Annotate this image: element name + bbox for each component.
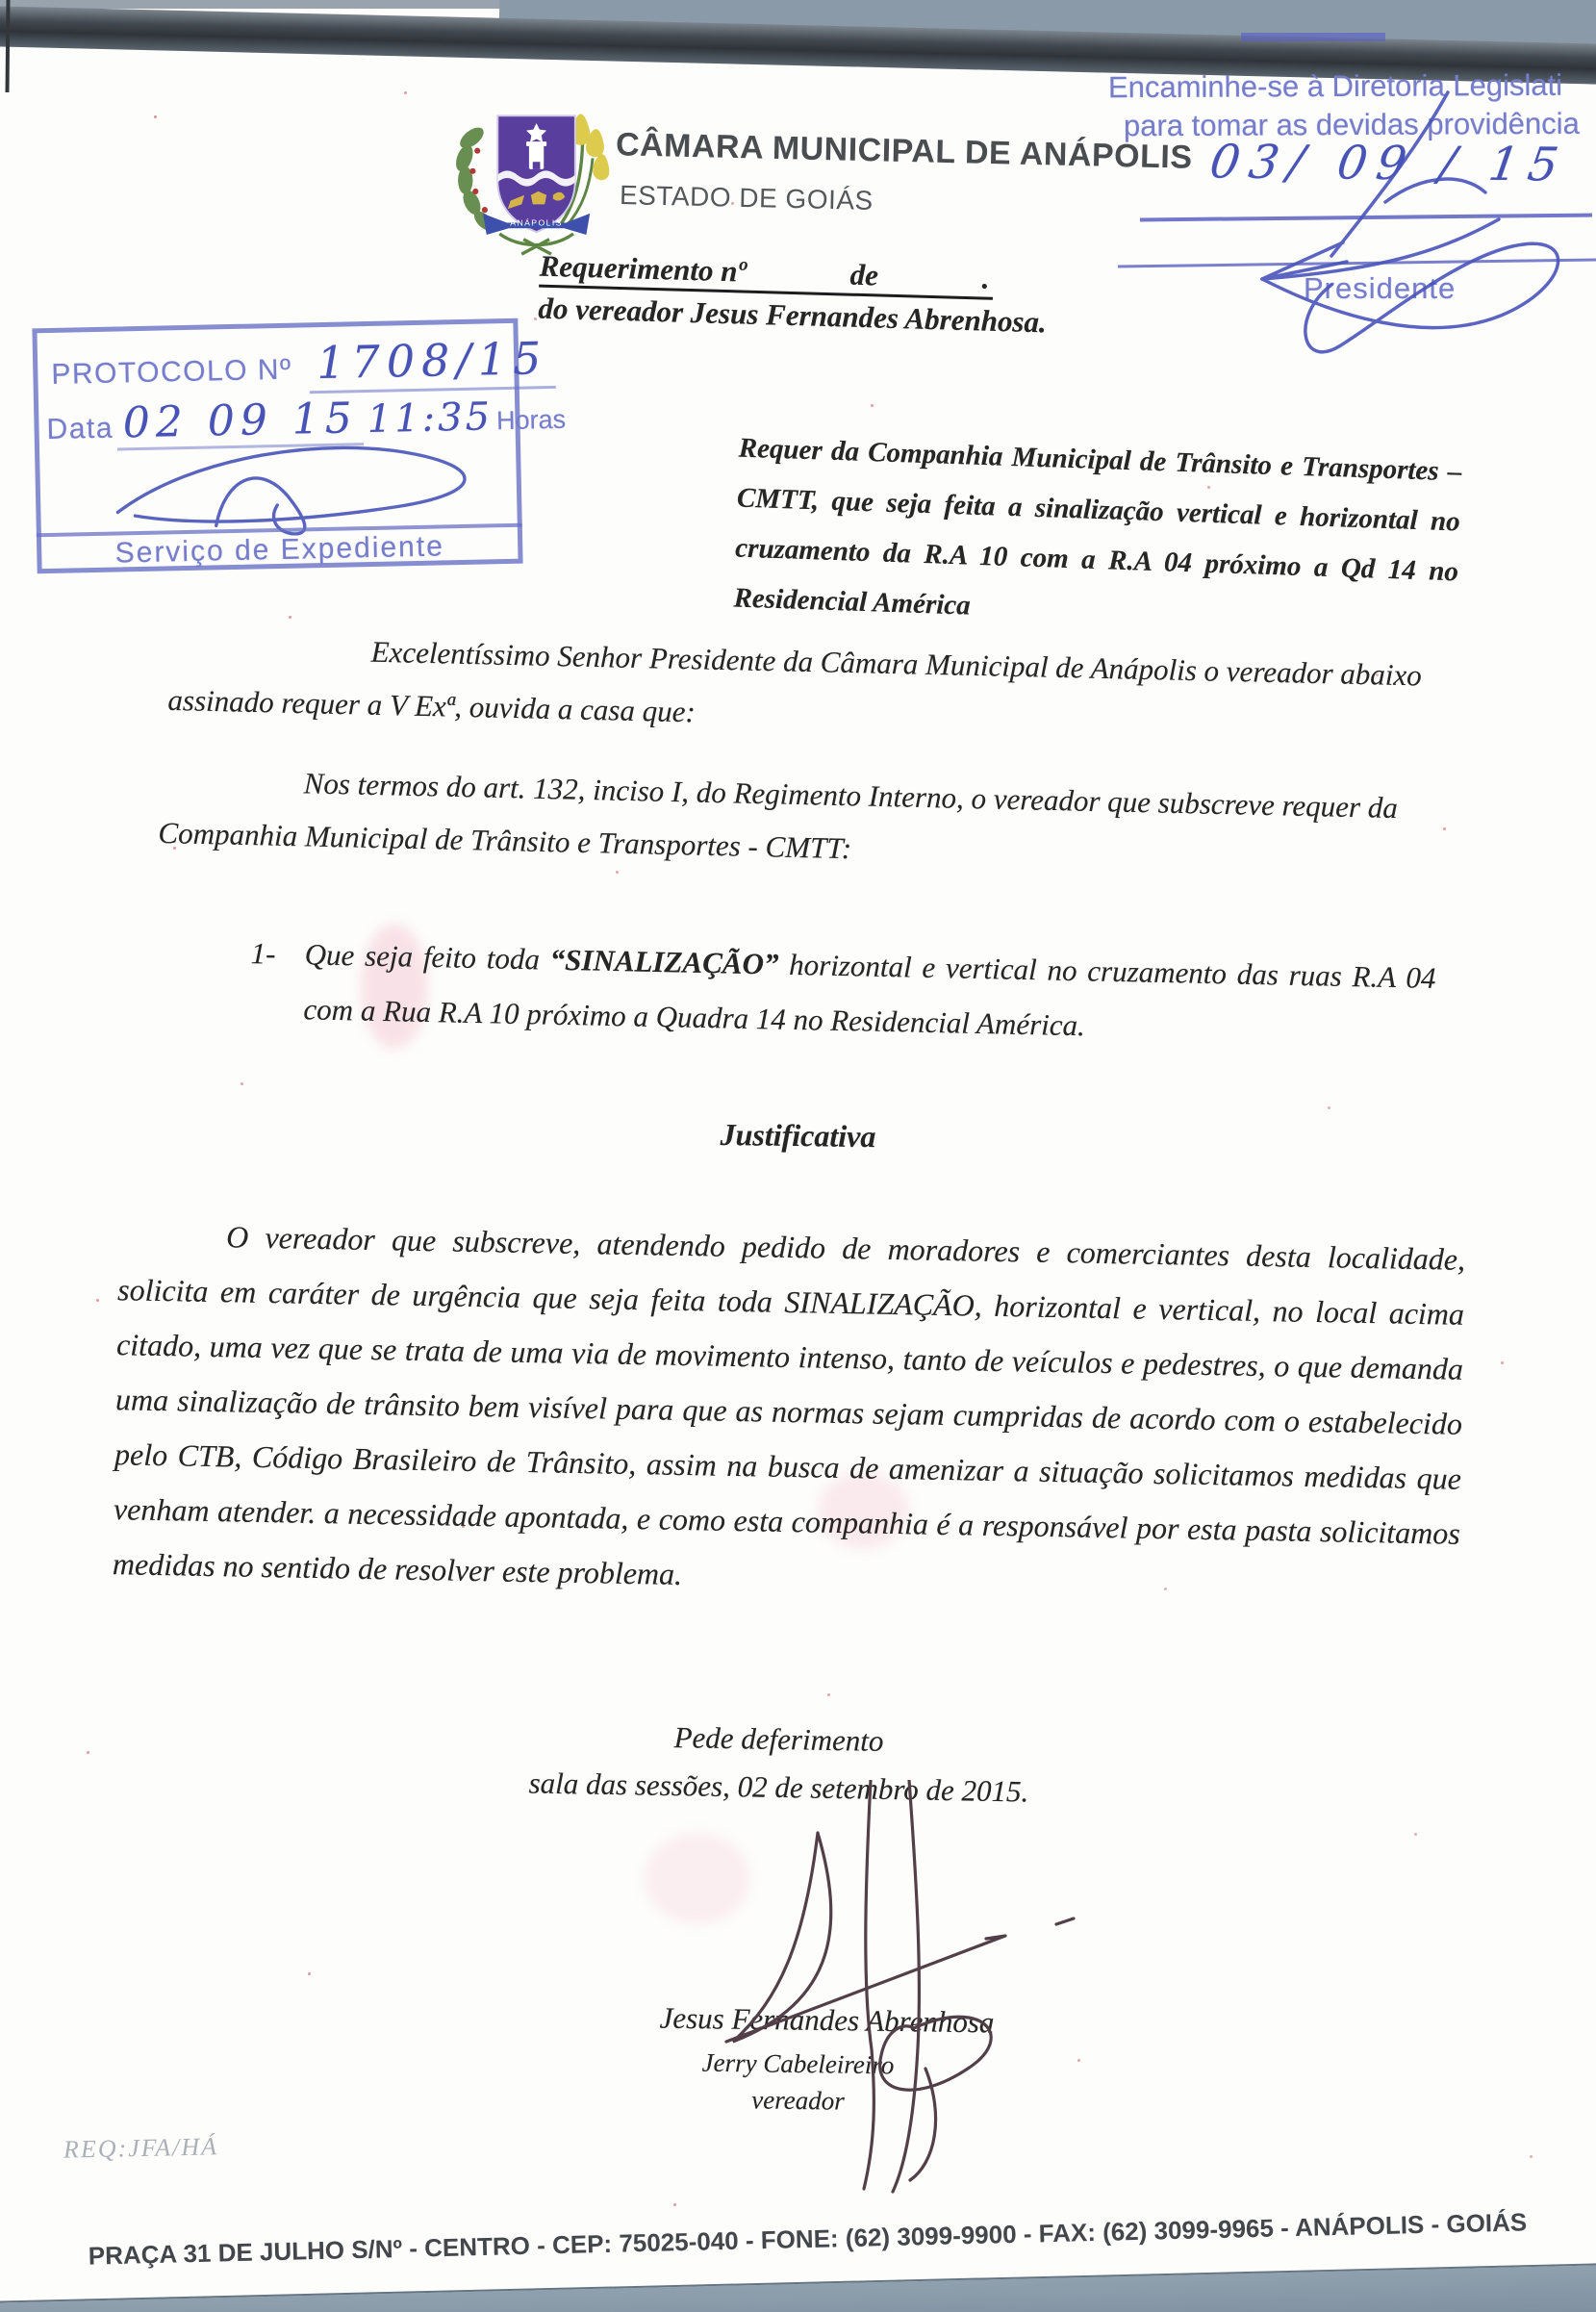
signer-nickname: Jerry Cabeleireiro	[701, 2047, 895, 2080]
justification-heading: Justificativa	[720, 1116, 876, 1155]
justification-body: O vereador que subscreve, atendendo pedido de moradores e comerciantes desta localidade, solicita em caráter de urgência que seja feita toda SINALIZAÇÃO, horizontal e vertical, no local acima citado, uma vez que se trata de uma via de movimento intenso, tanto de veículos e pedestres, o que demanda uma sinalização de trânsito bem visível para que as normas sejam cumpridas de acordo com o estabelecido pelo CTB, Código Brasileiro de Trânsito, assim na busca de amenizar a situação solicitamos medidas que venham atender. a necessidade apontada, e como esta companhia é a responsável por esta pasta solicitamos medidas no sentido de resolver este problema.	[112, 1219, 1466, 1591]
forward-stamp-line1: Encaminhe-se à Diretoria Legislati	[1107, 67, 1563, 105]
protocol-date-handwritten: 02 09 15	[116, 394, 364, 450]
protocol-hours-label: Horas	[495, 404, 567, 436]
item-text-pre: Que seja feito toda	[304, 937, 551, 977]
org-name: CÂMARA MUNICIPAL DE ANÁPOLIS	[615, 126, 1193, 176]
protocol-number-row	[51, 332, 556, 394]
vereador-signature-scrawl	[673, 1780, 1154, 2194]
item-text-emphasis: “SINALIZAÇÃO”	[549, 942, 779, 981]
protocol-label: PROTOCOLO Nº	[51, 353, 292, 391]
reference-code: REQ:JFA/HÁ	[63, 2132, 219, 2164]
protocol-stamp-box	[32, 318, 567, 574]
salutation-paragraph: Excelentíssimo Senhor Presidente da Câmara Municipal de Anápolis o vereador abaixo assinado requer a V Exª, ouvida a casa que:	[167, 634, 1423, 729]
scan-left-edge-line	[5, 0, 10, 92]
request-item-1	[249, 926, 1436, 1060]
title-author-line: do vereador Jesus Fernandes Abrenhosa.	[538, 291, 1048, 340]
request-summary: Requer da Companhia Municipal de Trânsito e Transportes – CMTT, que seja feita a sinalização vertical e horizontal no cruzamento da R.A 10 com a R.A 04 próximo a Qd 14 no Residencial América	[733, 432, 1462, 622]
ribbon-text: ANÁPOLIS	[510, 217, 563, 228]
coat-of-arms-logo	[435, 77, 620, 257]
document-title-block	[538, 249, 1049, 341]
closing-line2: sala das sessões, 02 de setembro de 2015.	[528, 1766, 1029, 1809]
closing-line1: Pede deferimento	[673, 1720, 884, 1758]
footer-address: PRAÇA 31 DE JULHO S/Nº - CENTRO - CEP: 75025-040 - FONE: (62) 3099-9900 - FAX: (62) 3099-9965 - ANÁPOLIS - GOIÁS	[88, 2207, 1528, 2271]
protocol-dept-label: Serviço de Expediente	[114, 530, 445, 570]
scanner-bottom-band	[0, 2262, 1596, 2312]
legal-basis-paragraph: Nos termos do art. 132, inciso I, do Regimento Interno, o vereador que subscreve requer da Companhia Municipal de Trânsito e Transportes - CMTT:	[158, 766, 1399, 866]
protocol-number-handwritten: 1708/15	[309, 332, 556, 394]
forward-stamp-handwritten-date: 03/ 09 / 15	[1206, 135, 1572, 192]
protocol-time-handwritten: 11:35	[367, 394, 494, 443]
tower	[526, 141, 546, 169]
doc-type-label: Requerimento nº	[539, 248, 747, 289]
item-text-post: horizontal e vertical no cruzamento das ruas R.A 04 com a Rua R.A 10 próximo a Quadra 14 no Residencial América.	[303, 947, 1436, 1043]
forward-stamp-line2: para tomar as devidas providência	[1123, 106, 1580, 143]
org-subtitle: ESTADO DE GOIÁS	[619, 180, 874, 216]
expediente-signature-scrawl	[87, 416, 493, 540]
doc-of-label: de	[849, 257, 879, 292]
scan-noise-dots	[154, 115, 157, 118]
signer-name: Jesus Fernandes Abrenhosa	[659, 2000, 995, 2040]
signer-role: vereador	[751, 2085, 845, 2116]
presidente-stamp-label: Presidente	[1304, 271, 1457, 305]
item-marker: 1-	[250, 936, 276, 971]
presidente-signature-scrawl	[1097, 27, 1596, 393]
protocol-date-label: Data	[46, 412, 114, 446]
doc-period: .	[981, 261, 991, 295]
